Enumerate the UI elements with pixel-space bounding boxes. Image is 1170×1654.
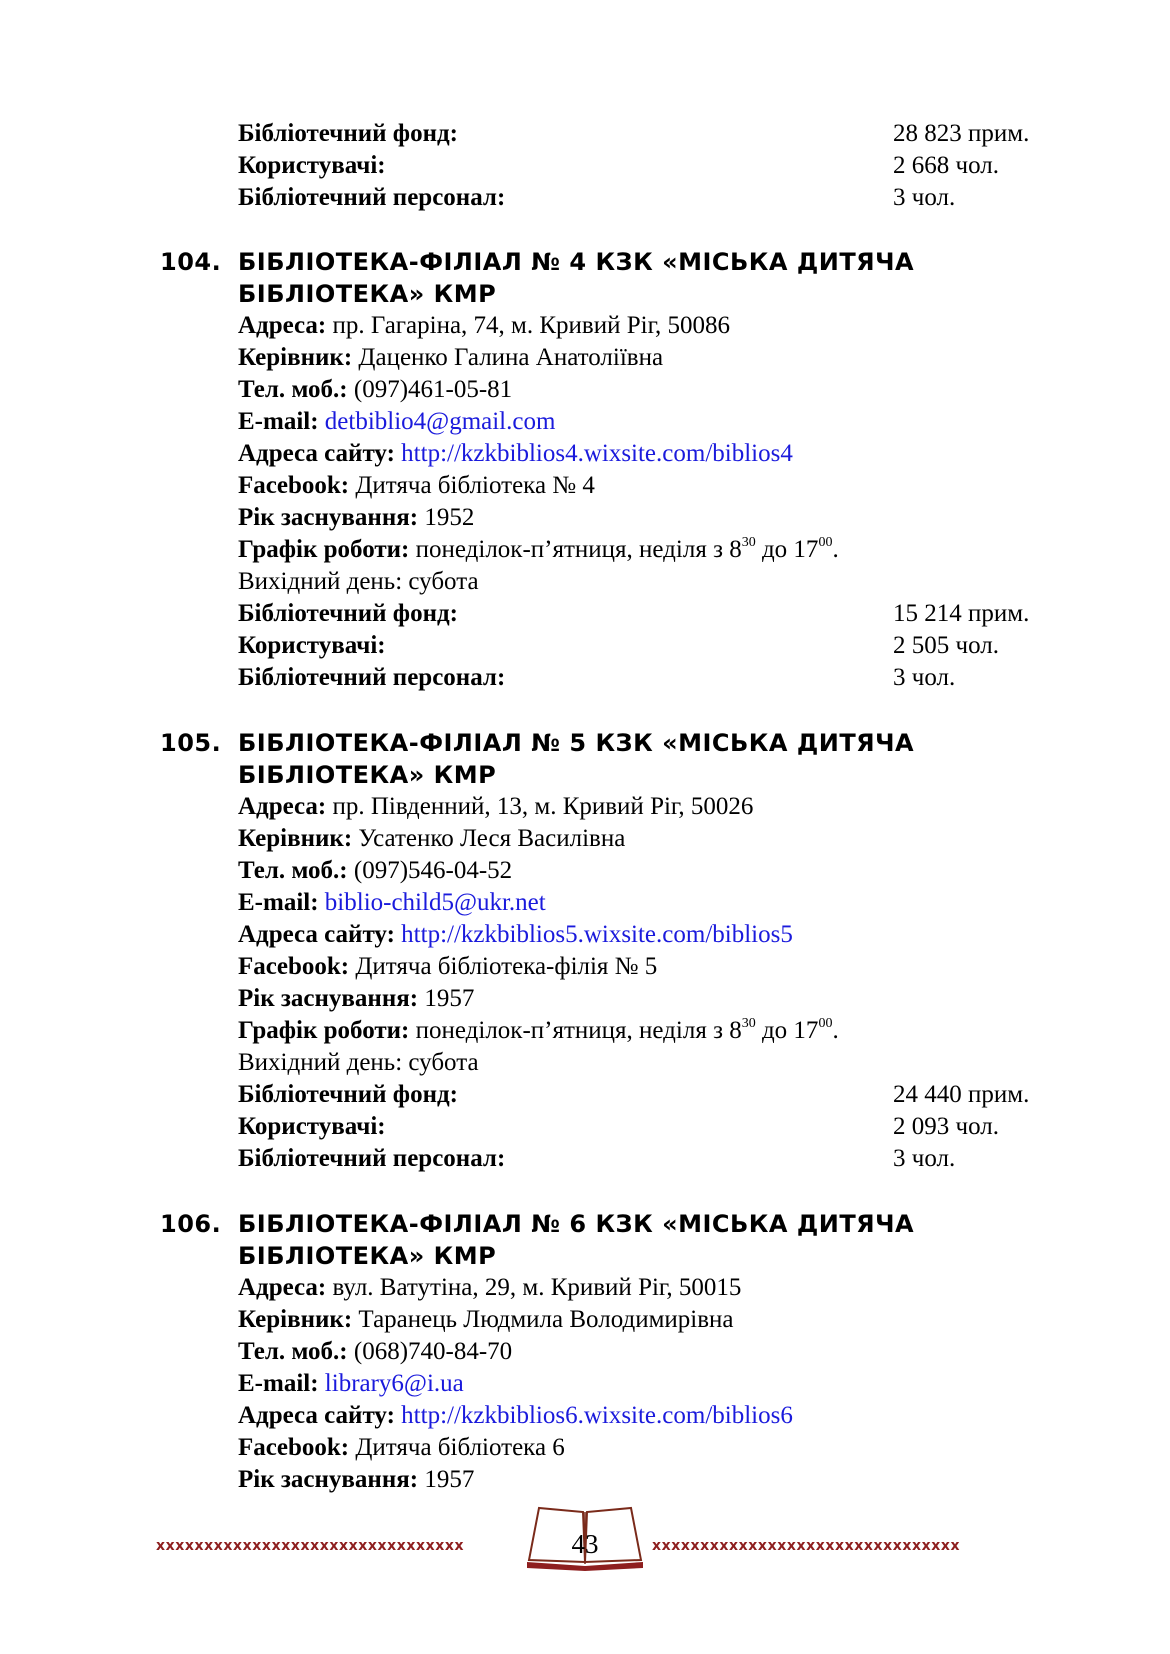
fund-label: Бібліотечний фонд: — [238, 600, 458, 627]
schedule-sup-start: 30 — [741, 1015, 756, 1031]
schedule-label: Графік роботи: — [238, 1017, 410, 1044]
site-link[interactable]: http://kzkbiblios5.wixsite.com/biblios5 — [401, 921, 793, 948]
footer-ornament-right: xxxxxxxxxxxxxxxxxxxxxxxxxxxxxxxx — [652, 1538, 961, 1554]
phone-value: (097)546-04-52 — [347, 857, 513, 884]
year-value: 1957 — [418, 985, 475, 1012]
phone-label: Тел. моб.: — [238, 857, 348, 884]
fund-row — [238, 118, 1030, 150]
fund-row — [238, 1079, 1030, 1111]
fund-label: Бібліотечний фонд: — [238, 120, 458, 147]
staff-row — [238, 182, 956, 214]
email-link[interactable]: library6@i.ua — [324, 1370, 464, 1397]
staff-value: 3 чол. — [893, 184, 956, 211]
entry-title: БІБЛІОТЕКА-ФІЛІАЛ № 5 КЗК «МІСЬКА ДИТЯЧА — [238, 729, 915, 757]
year-label: Рік заснування: — [238, 985, 419, 1012]
users-value: 2 505 чол. — [893, 632, 999, 659]
address-value: вул. Ватутіна, 29, м. Кривий Ріг, 50015 — [326, 1274, 742, 1301]
head-row — [238, 1304, 734, 1336]
facebook-label: Facebook: — [238, 472, 350, 499]
facebook-value: Дитяча бібліотека-філія № 5 — [349, 953, 658, 980]
head-label: Керівник: — [238, 1306, 353, 1333]
email-label: E-mail: — [238, 1370, 319, 1397]
site-label: Адреса сайту: — [238, 921, 395, 948]
site-label: Адреса сайту: — [238, 440, 395, 467]
schedule-end: . — [832, 1017, 839, 1044]
dayoff-row: Вихідний день: субота — [238, 1049, 479, 1076]
email-row — [238, 887, 546, 919]
head-row — [238, 823, 625, 855]
staff-label: Бібліотечний персонал: — [238, 664, 506, 691]
facebook-label: Facebook: — [238, 1434, 350, 1461]
users-row — [238, 150, 999, 182]
entry-title-cont: БІБЛІОТЕКА» КМР — [238, 1242, 497, 1270]
phone-value: (097)461-05-81 — [347, 376, 513, 403]
schedule-row — [238, 1015, 839, 1047]
facebook-row — [238, 951, 657, 983]
users-label: Користувачі: — [238, 632, 386, 659]
head-value: Даценко Галина Анатоліївна — [352, 344, 664, 371]
site-row — [238, 919, 793, 951]
staff-label: Бібліотечний персонал: — [238, 1145, 506, 1172]
address-label: Адреса: — [238, 1274, 327, 1301]
phone-row — [238, 374, 512, 406]
staff-row — [238, 662, 956, 694]
fund-label: Бібліотечний фонд: — [238, 1081, 458, 1108]
email-link[interactable]: detbiblio4@gmail.com — [324, 408, 556, 435]
phone-row — [238, 855, 512, 887]
facebook-row — [238, 470, 595, 502]
year-label: Рік заснування: — [238, 1466, 419, 1493]
fund-value: 28 823 прим. — [893, 120, 1030, 147]
address-label: Адреса: — [238, 793, 327, 820]
schedule-row — [238, 534, 839, 566]
schedule-value: понеділок-п’ятниця, неділя з 8 — [409, 536, 742, 563]
dayoff-row: Вихідний день: субота — [238, 568, 479, 595]
address-row — [238, 791, 753, 823]
site-row — [238, 1400, 793, 1432]
facebook-value: Дитяча бібліотека 6 — [349, 1434, 565, 1461]
schedule-mid: до 17 — [755, 1017, 819, 1044]
address-label: Адреса: — [238, 312, 327, 339]
head-value: Усатенко Леся Василівна — [352, 825, 626, 852]
entry-number: 106. — [160, 1210, 222, 1238]
head-label: Керівник: — [238, 825, 353, 852]
phone-label: Тел. моб.: — [238, 376, 348, 403]
schedule-sup-start: 30 — [741, 534, 756, 550]
head-label: Керівник: — [238, 344, 353, 371]
schedule-sup-end: 00 — [818, 534, 833, 550]
site-label: Адреса сайту: — [238, 1402, 395, 1429]
year-label: Рік заснування: — [238, 504, 419, 531]
users-value: 2 668 чол. — [893, 152, 999, 179]
schedule-end: . — [832, 536, 839, 563]
site-row — [238, 438, 793, 470]
email-row — [238, 1368, 464, 1400]
facebook-row — [238, 1432, 565, 1464]
facebook-value: Дитяча бібліотека № 4 — [349, 472, 595, 499]
phone-label: Тел. моб.: — [238, 1338, 348, 1365]
staff-value: 3 чол. — [893, 664, 956, 691]
entry-number: 105. — [160, 729, 222, 757]
schedule-label: Графік роботи: — [238, 536, 410, 563]
footer-ornament-left: xxxxxxxxxxxxxxxxxxxxxxxxxxxxxxxx — [156, 1538, 465, 1554]
year-row — [238, 1464, 474, 1496]
entry-number: 104. — [160, 248, 222, 276]
facebook-label: Facebook: — [238, 953, 350, 980]
year-row — [238, 983, 474, 1015]
email-label: E-mail: — [238, 889, 319, 916]
schedule-mid: до 17 — [755, 536, 819, 563]
year-value: 1952 — [418, 504, 475, 531]
head-row — [238, 342, 663, 374]
address-value: пр. Південний, 13, м. Кривий Ріг, 50026 — [326, 793, 754, 820]
staff-row — [238, 1143, 956, 1175]
email-row — [238, 406, 555, 438]
address-row — [238, 1272, 741, 1304]
schedule-sup-end: 00 — [818, 1015, 833, 1031]
email-label: E-mail: — [238, 408, 319, 435]
entry-title: БІБЛІОТЕКА-ФІЛІАЛ № 4 КЗК «МІСЬКА ДИТЯЧА — [238, 248, 915, 276]
users-label: Користувачі: — [238, 152, 386, 179]
users-label: Користувачі: — [238, 1113, 386, 1140]
users-row — [238, 1111, 999, 1143]
entry-title-cont: БІБЛІОТЕКА» КМР — [238, 280, 497, 308]
staff-label: Бібліотечний персонал: — [238, 184, 506, 211]
year-row — [238, 502, 474, 534]
address-value: пр. Гагаріна, 74, м. Кривий Ріг, 50086 — [326, 312, 731, 339]
phone-row — [238, 1336, 512, 1368]
schedule-value: понеділок-п’ятниця, неділя з 8 — [409, 1017, 742, 1044]
fund-value: 24 440 прим. — [893, 1081, 1030, 1108]
staff-value: 3 чол. — [893, 1145, 956, 1172]
site-link[interactable]: http://kzkbiblios4.wixsite.com/biblios4 — [401, 440, 793, 467]
head-value: Таранець Людмила Володимирівна — [352, 1306, 734, 1333]
site-link[interactable]: http://kzkbiblios6.wixsite.com/biblios6 — [401, 1402, 793, 1429]
address-row — [238, 310, 730, 342]
fund-value: 15 214 прим. — [893, 600, 1030, 627]
fund-row — [238, 598, 1030, 630]
users-row — [238, 630, 999, 662]
year-value: 1957 — [418, 1466, 475, 1493]
users-value: 2 093 чол. — [893, 1113, 999, 1140]
page-number: 43 — [571, 1529, 599, 1559]
phone-value: (068)740-84-70 — [347, 1338, 513, 1365]
entry-title-cont: БІБЛІОТЕКА» КМР — [238, 761, 497, 789]
email-link[interactable]: biblio-child5@ukr.net — [324, 889, 546, 916]
entry-title: БІБЛІОТЕКА-ФІЛІАЛ № 6 КЗК «МІСЬКА ДИТЯЧА — [238, 1210, 915, 1238]
